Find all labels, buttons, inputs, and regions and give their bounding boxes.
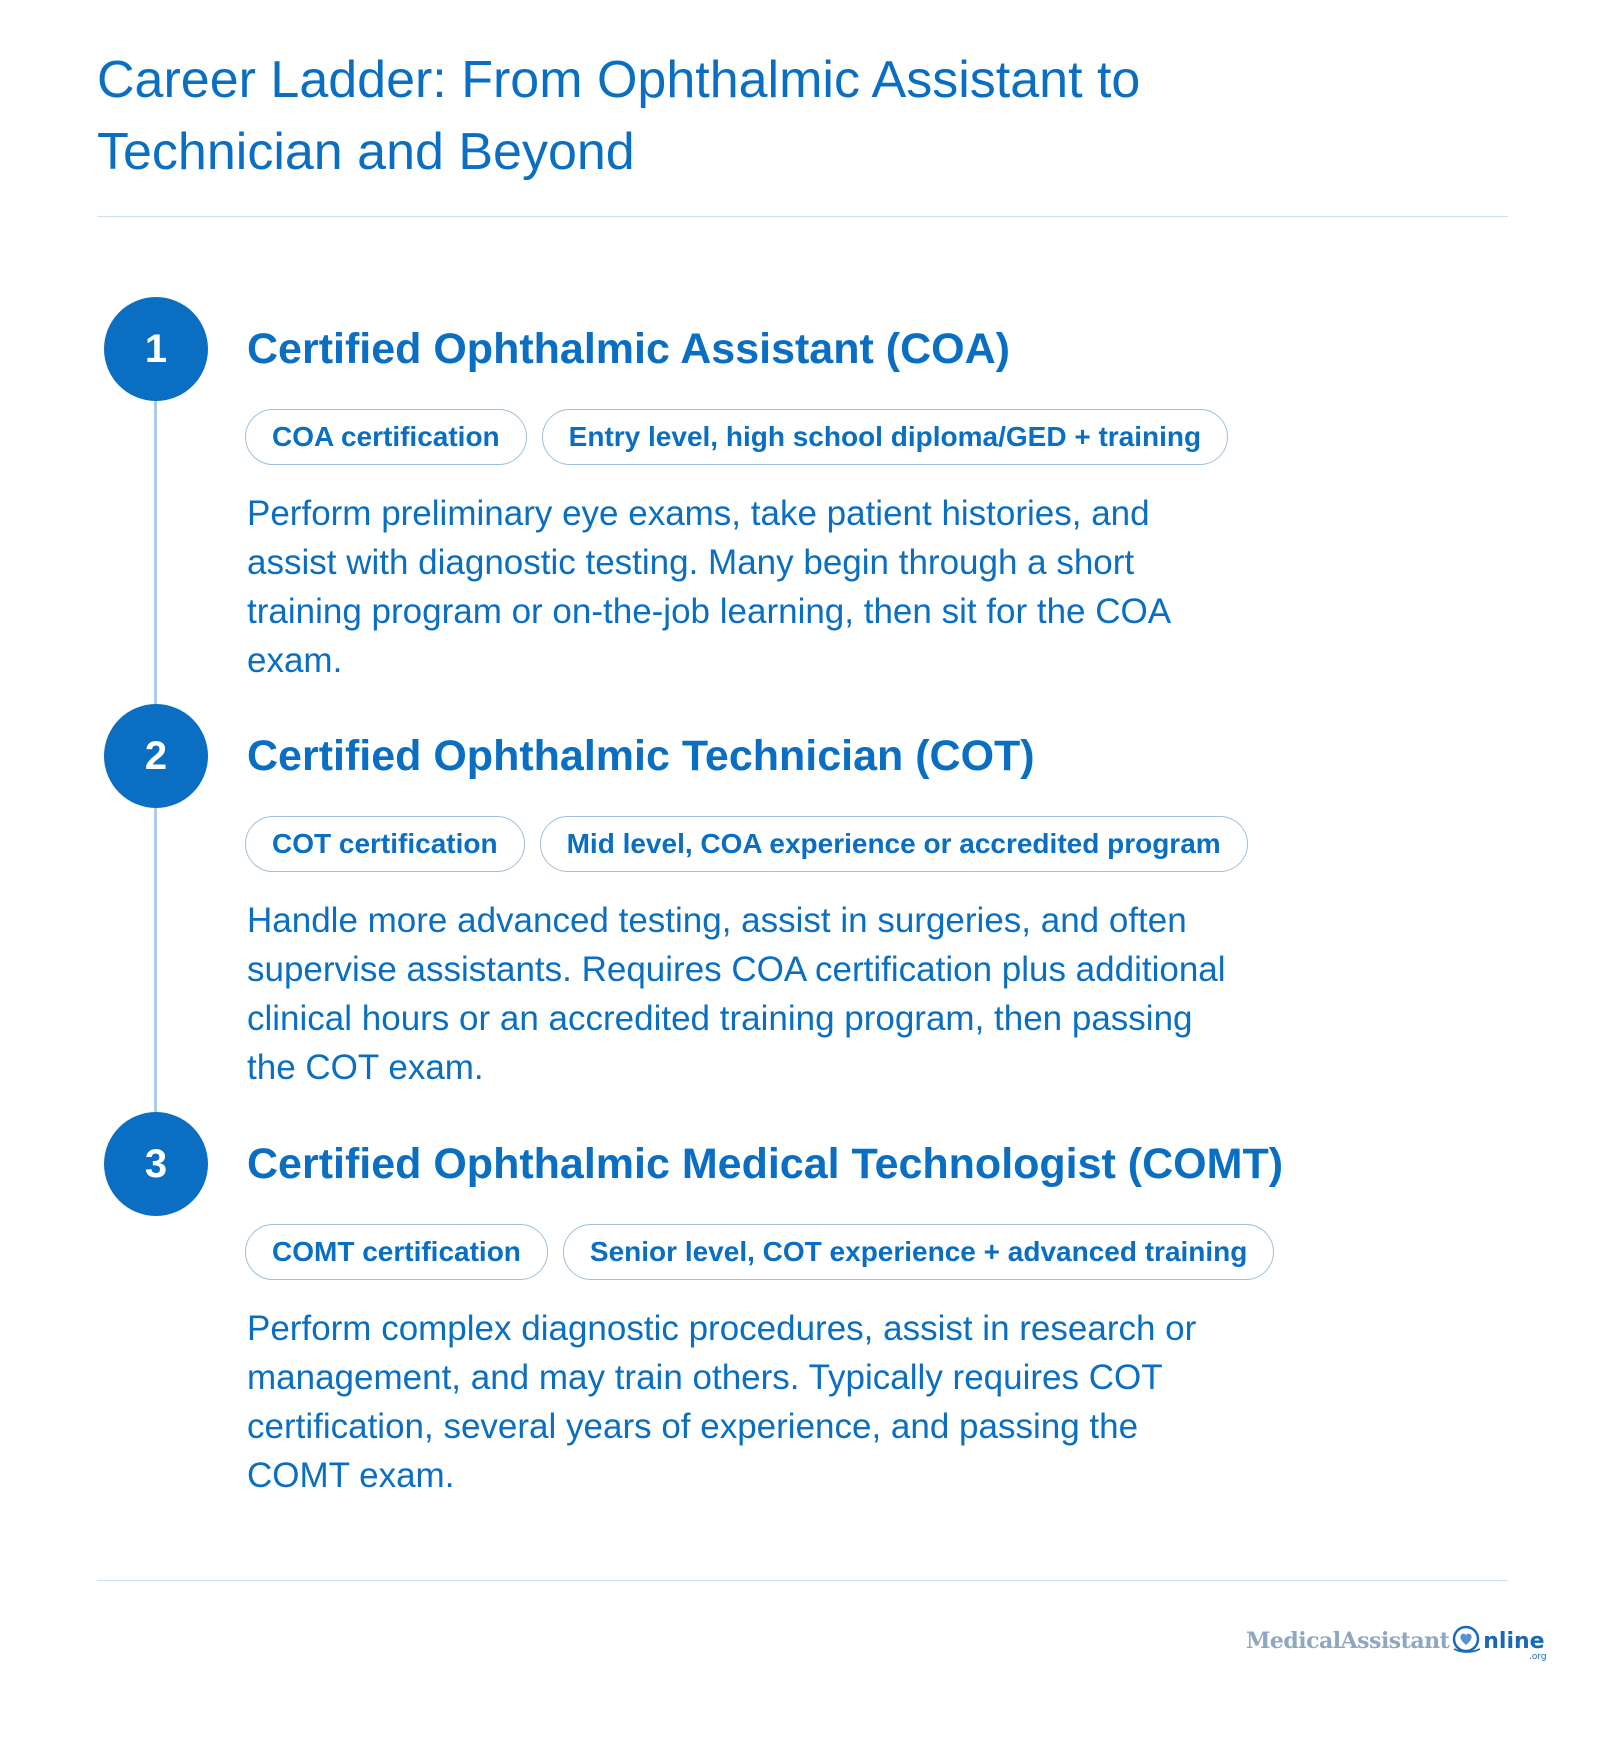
step-tags — [245, 1224, 1274, 1280]
certification-tag: COMT certification — [245, 1224, 548, 1280]
header-divider — [97, 216, 1508, 217]
step-number-badge: 1 — [104, 297, 208, 401]
step-tags — [245, 409, 1228, 465]
step-title: Certified Ophthalmic Assistant (COA) — [247, 325, 1010, 373]
level-tag: Senior level, COT experience + advanced training — [563, 1224, 1274, 1280]
logo-org-text: .org — [1528, 1652, 1547, 1662]
step-title: Certified Ophthalmic Medical Technologist (COMT) — [247, 1140, 1284, 1188]
step-description: Perform complex diagnostic procedures, assist in research or management, and may train others. Typically requires COT certification, several years of experience, and passing the COMT exam. — [247, 1309, 1197, 1495]
step-title: Certified Ophthalmic Technician (COT) — [247, 732, 1035, 780]
step-tags — [245, 816, 1248, 872]
certification-tag: COA certification — [245, 409, 527, 465]
step-number-badge: 2 — [104, 704, 208, 808]
footer-divider — [97, 1580, 1508, 1581]
certification-tag: COT certification — [245, 816, 525, 872]
step-number-badge: 3 — [104, 1112, 208, 1216]
step-description: Handle more advanced testing, assist in surgeries, and often supervise assistants. Requires COA certification plus additional clinical hours or an accredited training program, then passing the COT exam. — [247, 901, 1226, 1087]
step-description: Perform preliminary eye exams, take patient histories, and assist with diagnostic testing. Many begin through a short training program or on-the-job learning, then sit for the COA exam. — [247, 494, 1170, 680]
page-title: Career Ladder: From Ophthalmic Assistant to Technician and Beyond — [97, 51, 1141, 181]
level-tag: Entry level, high school diploma/GED + training — [542, 409, 1228, 465]
level-tag: Mid level, COA experience or accredited program — [540, 816, 1248, 872]
site-logo[interactable] — [1246, 1622, 1547, 1662]
logo-online-text: nline — [1483, 1629, 1545, 1654]
heart-stethoscope-icon — [1450, 1622, 1482, 1654]
logo-text: MedicalAssistant — [1246, 1628, 1450, 1654]
